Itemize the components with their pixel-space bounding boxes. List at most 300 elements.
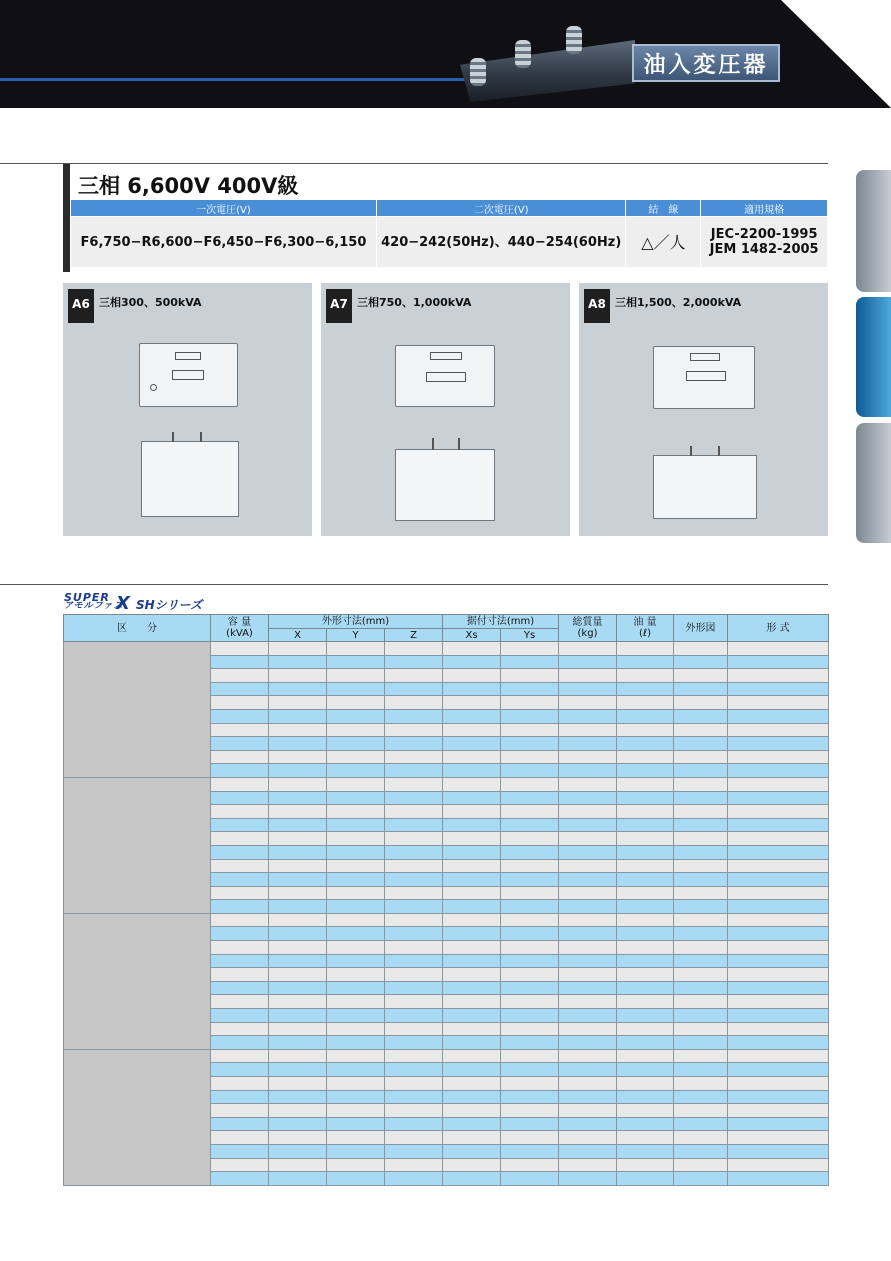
table-cell [501, 873, 559, 887]
table-cell [385, 1131, 443, 1145]
table-cell [501, 737, 559, 751]
table-cell [211, 845, 269, 859]
table-cell [674, 981, 728, 995]
table-cell [674, 1022, 728, 1036]
table-cell [559, 859, 617, 873]
table-cell [211, 805, 269, 819]
table-cell [327, 655, 385, 669]
section-rule [0, 163, 828, 164]
table-cell [269, 696, 327, 710]
table-cell [327, 1009, 385, 1023]
table-cell [211, 777, 269, 791]
panel-title: 三相750、1,000kVA [357, 296, 472, 309]
table-cell [211, 900, 269, 914]
table-cell [617, 941, 674, 955]
table-cell [559, 1104, 617, 1118]
table-row [64, 1049, 829, 1063]
standard-jec: JEC-2200-1995 [710, 227, 818, 242]
table-cell [617, 1144, 674, 1158]
col-oil [617, 615, 674, 642]
table-cell [385, 927, 443, 941]
table-cell [728, 1063, 829, 1077]
table-cell [443, 1144, 501, 1158]
table-cell [559, 1131, 617, 1145]
table-cell [211, 968, 269, 982]
table-cell [559, 832, 617, 846]
table-cell [385, 805, 443, 819]
table-cell [269, 1049, 327, 1063]
table-cell [617, 818, 674, 832]
table-cell [443, 1131, 501, 1145]
table-cell [728, 913, 829, 927]
table-cell [559, 764, 617, 778]
table-cell [728, 1036, 829, 1050]
table-cell [559, 655, 617, 669]
table-cell [269, 886, 327, 900]
table-cell [674, 913, 728, 927]
col-outer-dim: 外形寸法(mm) [269, 615, 443, 629]
standards [701, 217, 828, 268]
table-cell [385, 682, 443, 696]
table-cell [617, 791, 674, 805]
table-cell [501, 1144, 559, 1158]
table-cell [269, 669, 327, 683]
table-cell [617, 723, 674, 737]
table-cell [211, 1144, 269, 1158]
table-cell [501, 1036, 559, 1050]
table-cell [674, 1077, 728, 1091]
table-cell [385, 954, 443, 968]
transformer-photo [460, 40, 635, 102]
table-cell [327, 1158, 385, 1172]
table-cell [443, 709, 501, 723]
table-cell [559, 968, 617, 982]
table-cell [443, 764, 501, 778]
table-cell [728, 682, 829, 696]
table-cell [327, 764, 385, 778]
table-cell [211, 709, 269, 723]
table-cell [674, 737, 728, 751]
table-cell [385, 655, 443, 669]
panel-title: 三相300、500kVA [99, 296, 202, 309]
table-cell [728, 941, 829, 955]
table-cell [728, 1049, 829, 1063]
table-cell [327, 750, 385, 764]
table-cell [443, 1022, 501, 1036]
table-cell [559, 1158, 617, 1172]
table-cell [385, 1063, 443, 1077]
table-cell [211, 1049, 269, 1063]
table-cell [443, 845, 501, 859]
table-cell [617, 981, 674, 995]
table-cell [559, 642, 617, 656]
side-tab[interactable] [856, 423, 891, 543]
table-cell [501, 642, 559, 656]
bushing-icon [566, 26, 582, 54]
table-cell [617, 954, 674, 968]
table-cell [269, 709, 327, 723]
table-cell [443, 968, 501, 982]
table-cell [674, 995, 728, 1009]
table-cell [674, 818, 728, 832]
panel-code: A6 [68, 289, 94, 323]
title-bar [63, 164, 70, 272]
table-cell [617, 1117, 674, 1131]
diagram-panel-a8 [579, 283, 828, 536]
table-cell [385, 1022, 443, 1036]
table-cell [211, 873, 269, 887]
table-cell [501, 913, 559, 927]
table-cell [327, 927, 385, 941]
table-cell [728, 818, 829, 832]
table-cell [327, 818, 385, 832]
table-cell [617, 995, 674, 1009]
table-cell [385, 886, 443, 900]
logo-super: SUPER [64, 591, 110, 604]
table-cell [674, 900, 728, 914]
table-cell [617, 750, 674, 764]
table-cell [674, 1063, 728, 1077]
table-cell [674, 845, 728, 859]
side-tab-active[interactable] [856, 297, 891, 417]
table-cell [385, 1144, 443, 1158]
table-cell [327, 900, 385, 914]
table-cell [559, 1063, 617, 1077]
table-cell [501, 859, 559, 873]
table-cell [211, 682, 269, 696]
table-cell [385, 873, 443, 887]
table-cell [443, 737, 501, 751]
table-cell [559, 941, 617, 955]
elevation-view-drawing [653, 455, 757, 519]
table-cell [728, 1172, 829, 1186]
diagram-panel-a6 [63, 283, 312, 536]
table-cell [269, 723, 327, 737]
table-cell [385, 764, 443, 778]
table-cell [327, 1104, 385, 1118]
table-cell [211, 913, 269, 927]
table-cell [501, 995, 559, 1009]
col-weight-label: 総質量 [572, 617, 603, 628]
table-cell [617, 682, 674, 696]
table-cell [674, 859, 728, 873]
table-cell [617, 1090, 674, 1104]
table-cell [617, 1131, 674, 1145]
table-cell [559, 1009, 617, 1023]
table-cell [617, 1049, 674, 1063]
table-cell [617, 873, 674, 887]
table-cell [385, 1077, 443, 1091]
table-cell [327, 737, 385, 751]
table-cell [211, 818, 269, 832]
panel-code: A7 [326, 289, 352, 323]
table-cell [269, 818, 327, 832]
table-cell [501, 1158, 559, 1172]
table-cell [443, 941, 501, 955]
table-cell [327, 669, 385, 683]
table-cell [501, 927, 559, 941]
table-cell [385, 913, 443, 927]
table-cell [211, 995, 269, 1009]
col-oil-unit: (ℓ) [639, 628, 651, 639]
table-cell [674, 1172, 728, 1186]
table-cell [617, 1009, 674, 1023]
table-cell [385, 709, 443, 723]
table-cell [211, 1077, 269, 1091]
category-badge: 油入変圧器 [632, 44, 780, 82]
col-capacity [211, 615, 269, 642]
table-cell [728, 723, 829, 737]
table-cell [211, 655, 269, 669]
table-cell [385, 1172, 443, 1186]
table-cell [674, 669, 728, 683]
table-cell [674, 1144, 728, 1158]
elevation-view-drawing [141, 441, 239, 517]
table-cell [728, 1117, 829, 1131]
table-cell [269, 737, 327, 751]
table-cell [269, 1158, 327, 1172]
table-cell [501, 900, 559, 914]
table-cell [443, 913, 501, 927]
table-cell [728, 1009, 829, 1023]
table-cell [327, 941, 385, 955]
table-cell [327, 873, 385, 887]
table-cell [327, 1063, 385, 1077]
table-cell [728, 669, 829, 683]
table-cell [269, 954, 327, 968]
table-cell [211, 1172, 269, 1186]
table-cell [269, 1036, 327, 1050]
table-cell [674, 941, 728, 955]
table-cell [327, 1090, 385, 1104]
plan-view-drawing [139, 343, 238, 407]
table-cell [728, 1131, 829, 1145]
connection-header: 結 線 [626, 200, 701, 217]
table-cell [211, 642, 269, 656]
table-cell [327, 1131, 385, 1145]
table-cell [728, 1022, 829, 1036]
table-cell [385, 723, 443, 737]
side-tab[interactable] [856, 170, 891, 292]
table-cell [559, 873, 617, 887]
table-cell [559, 709, 617, 723]
panel-title: 三相1,500、2,000kVA [615, 296, 742, 309]
logo-amorphous: アモルファス [64, 601, 124, 611]
table-cell [501, 954, 559, 968]
table-cell [559, 818, 617, 832]
table-cell [443, 655, 501, 669]
table-cell [674, 968, 728, 982]
table-cell [385, 669, 443, 683]
table-cell [559, 1049, 617, 1063]
table-cell [728, 927, 829, 941]
table-cell [501, 941, 559, 955]
table-cell [501, 723, 559, 737]
table-cell [327, 723, 385, 737]
header-corner [781, 0, 891, 108]
table-cell [385, 1049, 443, 1063]
page-header [0, 0, 891, 108]
col-mount-dim: 据付寸法(mm) [443, 615, 559, 629]
table-cell [443, 1077, 501, 1091]
table-cell [443, 818, 501, 832]
table-cell [385, 981, 443, 995]
page-title: 三相 6,600V 400V級 [78, 174, 299, 198]
table-cell [617, 968, 674, 982]
table-cell [728, 655, 829, 669]
table-cell [559, 981, 617, 995]
table-cell [443, 886, 501, 900]
table-cell [269, 832, 327, 846]
table-cell [269, 682, 327, 696]
table-cell [443, 1009, 501, 1023]
table-cell [559, 1036, 617, 1050]
table-cell [559, 1172, 617, 1186]
table-cell [443, 927, 501, 941]
table-cell [269, 1131, 327, 1145]
table-cell [728, 981, 829, 995]
table-cell [211, 1009, 269, 1023]
table-cell [385, 1104, 443, 1118]
col-kubun: 区 分 [64, 615, 211, 642]
table-cell [501, 750, 559, 764]
table-cell [385, 1036, 443, 1050]
table-cell [443, 791, 501, 805]
table-cell [617, 845, 674, 859]
table-cell [385, 859, 443, 873]
table-cell [211, 791, 269, 805]
table-cell [385, 968, 443, 982]
table-cell [385, 941, 443, 955]
logo-x: X [116, 593, 130, 614]
table-cell [269, 777, 327, 791]
col-capacity-label: 容 量 [227, 617, 252, 628]
table-cell [617, 900, 674, 914]
table-cell [327, 1077, 385, 1091]
col-x: X [269, 629, 327, 642]
table-cell [674, 777, 728, 791]
table-cell [674, 1036, 728, 1050]
table-cell [443, 750, 501, 764]
table-cell [385, 1090, 443, 1104]
table-cell [269, 1063, 327, 1077]
table-cell [327, 1117, 385, 1131]
table-cell [327, 1049, 385, 1063]
table-cell [327, 791, 385, 805]
table-cell [501, 1104, 559, 1118]
table-cell [728, 954, 829, 968]
table-cell [617, 709, 674, 723]
table-cell [269, 1090, 327, 1104]
table-cell [617, 1063, 674, 1077]
table-cell [674, 1131, 728, 1145]
table-cell [211, 1117, 269, 1131]
table-cell [617, 655, 674, 669]
spec-table [70, 199, 828, 268]
table-body [64, 642, 829, 1186]
table-cell [211, 1158, 269, 1172]
table-cell [728, 709, 829, 723]
secondary-voltage-header: 二次電圧(V) [376, 200, 626, 217]
table-cell [443, 1049, 501, 1063]
table-cell [269, 1117, 327, 1131]
table-cell [728, 696, 829, 710]
table-cell [443, 995, 501, 1009]
table-cell [559, 1090, 617, 1104]
table-cell [501, 777, 559, 791]
table-cell [674, 764, 728, 778]
group-cell [64, 1049, 211, 1185]
table-cell [501, 1090, 559, 1104]
table-cell [211, 981, 269, 995]
table-cell [443, 1036, 501, 1050]
table-cell [443, 1090, 501, 1104]
table-cell [728, 1104, 829, 1118]
series-logo [64, 591, 203, 614]
secondary-voltage: 420−242(50Hz)、440−254(60Hz) [376, 217, 626, 268]
table-cell [327, 859, 385, 873]
col-capacity-unit: (kVA) [226, 628, 253, 639]
table-row [64, 913, 829, 927]
table-cell [211, 859, 269, 873]
table-cell [443, 682, 501, 696]
table-cell [211, 723, 269, 737]
table-cell [501, 845, 559, 859]
table-cell [617, 777, 674, 791]
table-cell [443, 669, 501, 683]
table-cell [385, 900, 443, 914]
table-cell [211, 1036, 269, 1050]
table-cell [674, 1009, 728, 1023]
table-cell [327, 913, 385, 927]
table-cell [385, 1009, 443, 1023]
table-cell [269, 764, 327, 778]
table-cell [443, 832, 501, 846]
table-cell [728, 805, 829, 819]
table-cell [327, 954, 385, 968]
table-cell [674, 873, 728, 887]
table-cell [617, 1036, 674, 1050]
table-cell [385, 1117, 443, 1131]
table-cell [211, 669, 269, 683]
table-cell [269, 791, 327, 805]
table-cell [728, 750, 829, 764]
table-cell [728, 737, 829, 751]
table-cell [674, 1049, 728, 1063]
table-cell [443, 900, 501, 914]
table-cell [617, 832, 674, 846]
table-cell [674, 723, 728, 737]
table-cell [728, 1090, 829, 1104]
table-cell [269, 913, 327, 927]
table-cell [385, 818, 443, 832]
table-cell [327, 642, 385, 656]
table-cell [728, 995, 829, 1009]
table-cell [501, 1022, 559, 1036]
table-cell [443, 723, 501, 737]
table-cell [501, 1009, 559, 1023]
table-cell [327, 696, 385, 710]
table-cell [327, 995, 385, 1009]
table-cell [501, 832, 559, 846]
table-cell [559, 927, 617, 941]
table-cell [385, 832, 443, 846]
table-cell [211, 927, 269, 941]
table-cell [327, 777, 385, 791]
table-cell [617, 764, 674, 778]
table-cell [385, 777, 443, 791]
table-cell [211, 1131, 269, 1145]
